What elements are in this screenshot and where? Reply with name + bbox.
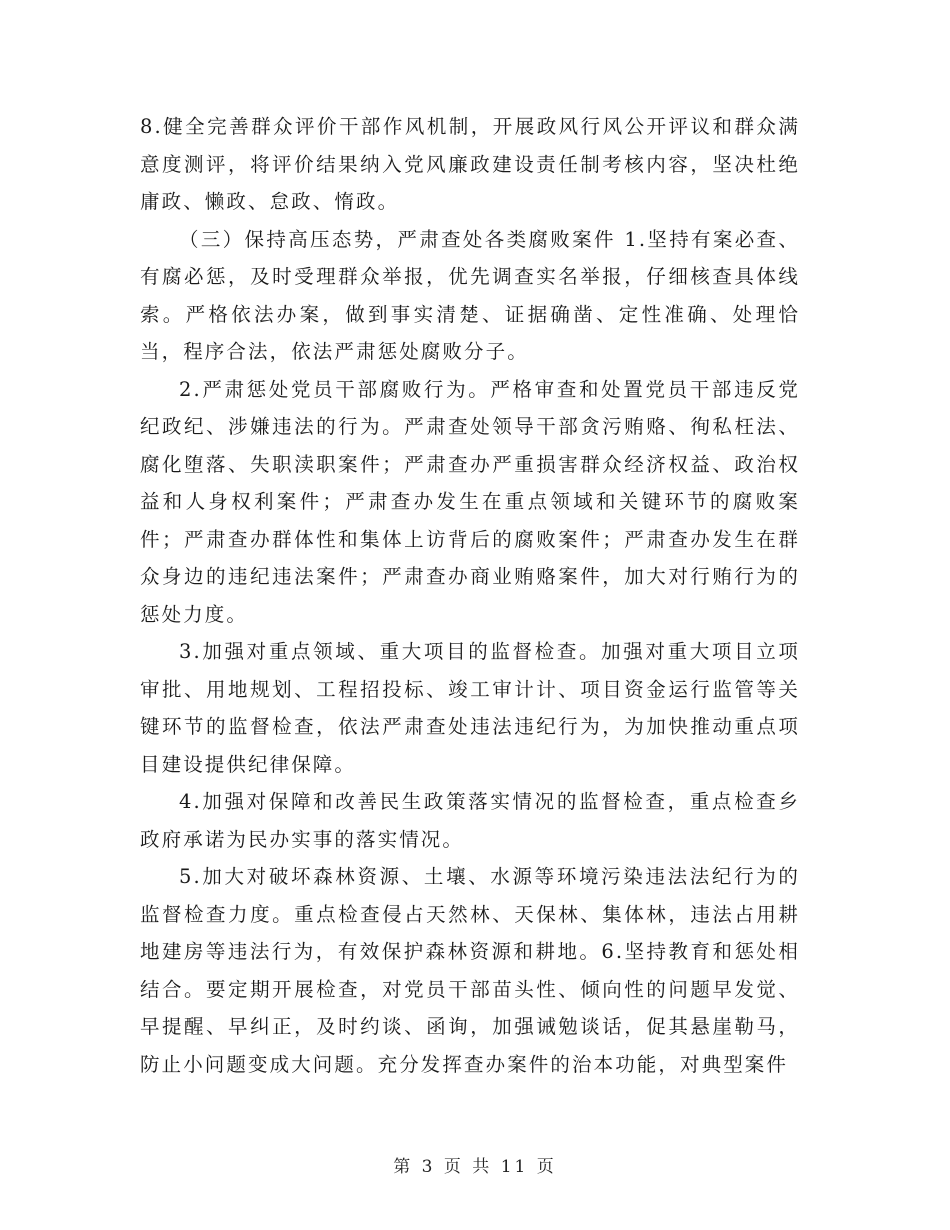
- paragraph-item-3: 3.加强对重点领域、重大项目的监督检查。加强对重大项目立项审批、用地规划、工程招投标、竣工审计计、项目资金运行监管等关键环节的监督检查，依法严肃查处违法违纪行为，为加快推动重点项目建设提供纪律保障。: [140, 640, 800, 776]
- paragraph-item-4: 4.加强对保障和改善民生政策落实情况的监督检查，重点检查乡政府承诺为民办实事的落实情况。: [140, 790, 800, 851]
- paragraph-item-5: 5.加大对破坏森林资源、土壤、水源等环境污染违法法纪行为的监督检查力度。重点检查侵占天然林、天保林、集体林，违法占用耕地建房等违法行为，有效保护森林资源和耕地。6.坚持教育和惩处相结合。要定期开展检查，对党员干部苗头性、倾向性的问题早发觉、早提醒、早纠正，及时约谈、函询，加强诫勉谈话，促其悬崖勒马，防止小问题变成大问题。充分发挥查办案件的治本功能，对典型案件: [140, 865, 800, 1076]
- paragraph-item-2: 2.严肃惩处党员干部腐败行为。严格审查和处置党员干部违反党纪政纪、涉嫌违法的行为。严肃查处领导干部贪污贿赂、徇私枉法、腐化堕落、失职渎职案件；严肃查办严重损害群众经济权益、政治权益和人身权利案件；严肃查办发生在重点领域和关键环节的腐败案件；严肃查办群体性和集体上访背后的腐败案件；严肃查办发生在群众身边的违纪违法案件；严肃查办商业贿赂案件，加大对行贿行为的惩处力度。: [140, 377, 800, 626]
- paragraph-item-8: 8.健全完善群众评价干部作风机制，开展政风行风公开评议和群众满意度测评，将评价结果纳入党风廉政建设责任制考核内容，坚决杜绝庸政、懒政、怠政、惰政。: [140, 115, 800, 213]
- section-heading-paragraph-3: （三）保持高压态势，严肃查处各类腐败案件 1.坚持有案必查、有腐必惩，及时受理群众举报，优先调查实名举报，仔细核查具体线索。严格依法办案，做到事实清楚、证据确凿、定性准确、处理恰当，程序合法，依法严肃惩处腐败分子。: [140, 227, 800, 363]
- document-body: [140, 108, 800, 1083]
- page-number-footer: 第 3 页 共 11 页: [393, 1157, 557, 1177]
